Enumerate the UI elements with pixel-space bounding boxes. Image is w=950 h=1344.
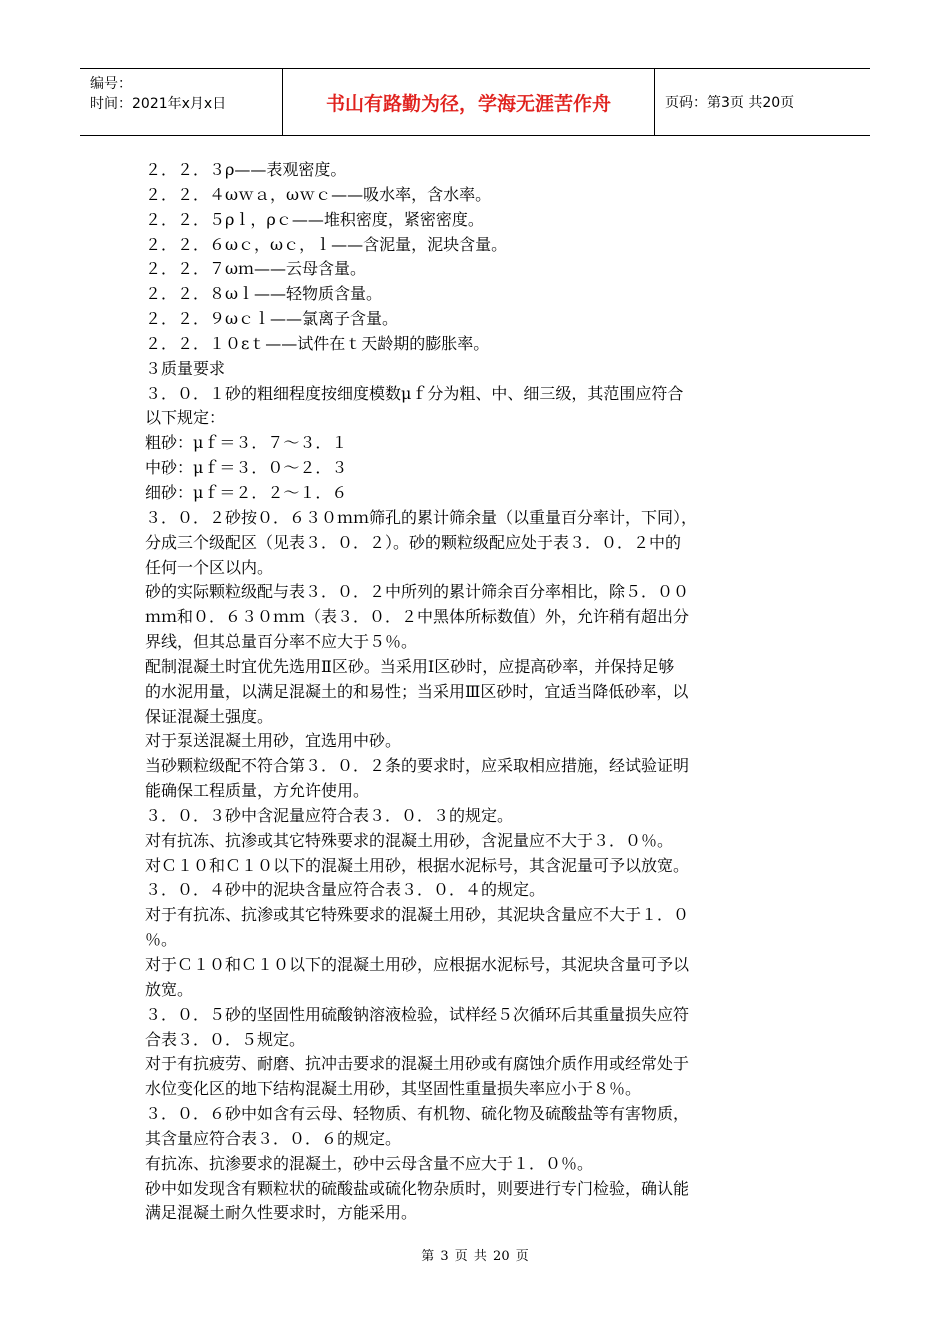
text-line: ２．２．３ρ——表观密度。 <box>145 160 347 179</box>
text-line: 对于有抗疲劳、耐磨、抗冲击要求的混凝土用砂或有腐蚀介质作用或经常处于 <box>145 1054 690 1074</box>
text-line: ３．０．３砂中含泥量应符合表３．０．３的规定。 <box>145 805 514 825</box>
text-line: 细砂：μｆ＝２．２～１．６ <box>145 482 348 502</box>
text-line: ３．０．５砂的坚固性用硫酸钠溶液检验，试样经５次循环后其重量损失应符 <box>145 1004 690 1024</box>
text-line: 对有抗冻、抗渗或其它特殊要求的混凝土用砂，含泥量应不大于３．０％。 <box>145 830 674 850</box>
text-line: ２．２．４ωｗａ，ωｗｃ——吸水率，含水率。 <box>145 184 492 204</box>
page-footer: 第 3 页 共 20 页 <box>421 1249 529 1264</box>
text-line: 粗砂：μｆ＝３．７～３．１ <box>145 433 348 453</box>
text-line: 有抗冻、抗渗要求的混凝土，砂中云母含量不应大于１．０％。 <box>145 1153 594 1173</box>
text-line: 任何一个区以内。 <box>145 557 274 577</box>
serial-label: 编号： <box>90 76 132 92</box>
text-line: 保证混凝土强度。 <box>145 706 274 726</box>
text-line: 满足混凝土耐久性要求时，方能采用。 <box>145 1203 418 1223</box>
text-line: 水位变化区的地下结构混凝土用砂，其坚固性重量损失率应小于８％。 <box>145 1079 642 1099</box>
text-line: 其含量应符合表３．０．６的规定。 <box>145 1128 402 1148</box>
text-line: 的水泥用量，以满足混凝土的和易性；当采用Ⅲ区砂时，宜适当降低砂率，以 <box>145 681 689 701</box>
text-line: ２．２．７ωｍ——云母含量。 <box>145 259 367 279</box>
header-motto: 书山有路勤为径，学海无涯苦作舟 <box>283 69 655 135</box>
text-line: 对于Ｃ１０和Ｃ１０以下的混凝土用砂，应根据水泥标号，其泥块含量可予以 <box>145 955 690 974</box>
text-line: 对于有抗冻、抗渗或其它特殊要求的混凝土用砂，其泥块含量应不大于１．０ <box>145 905 690 925</box>
text-line: 配制混凝土时宜优先选用Ⅱ区砂。当采用Ⅰ区砂时，应提高砂率，并保持足够 <box>145 656 675 676</box>
date-line: 时间：2021年x月x日 <box>90 96 227 112</box>
text-line: 分成三个级配区（见表３．０．２）。砂的颗粒级配应处于表３．０．２中的 <box>145 532 682 552</box>
text-line: 以下规定： <box>145 408 226 428</box>
section-heading: ３质量要求 <box>145 358 226 378</box>
text-line: ３．０．４砂中的泥块含量应符合表３．０．４的规定。 <box>145 880 546 900</box>
document-body <box>145 158 810 1226</box>
text-line: 对于泵送混凝土用砂，宜选用中砂。 <box>145 731 402 751</box>
text-line: ２．２．６ωｃ，ωｃ，ｌ——含泥量，泥块含量。 <box>145 234 508 254</box>
text-line: ２．２．１０εｔ——试件在ｔ天龄期的膨胀率。 <box>145 333 490 353</box>
text-line: 中砂：μｆ＝３．０～２．３ <box>145 458 348 478</box>
text-line: ３．０．６砂中如含有云母、轻物质、有机物、硫化物及硫酸盐等有害物质， <box>145 1104 690 1124</box>
text-line: 对Ｃ１０和Ｃ１０以下的混凝土用砂，根据水泥标号，其含泥量可予以放宽。 <box>145 855 690 875</box>
text-line: ３．０．１砂的粗细程度按细度模数μｆ分为粗、中、细三级，其范围应符合 <box>145 383 684 403</box>
text-line: 界线，但其总量百分率不应大于５％。 <box>145 632 418 652</box>
text-line: ｍｍ和０．６３０ｍｍ（表３．０．２中黑体所标数值）外，允许稍有超出分 <box>145 607 690 627</box>
header-meta <box>80 69 283 135</box>
page-header <box>80 68 870 136</box>
text-line: 当砂颗粒级配不符合第３．０．２条的要求时，应采取相应措施，经试验证明 <box>145 756 690 776</box>
text-line: ２．２．９ωｃｌ——氯离子含量。 <box>145 309 399 329</box>
text-line: 放宽。 <box>145 979 194 999</box>
text-line: 砂的实际颗粒级配与表３．０．２中所列的累计筛余百分率相比，除５．００ <box>145 582 690 602</box>
text-line: 砂中如发现含有颗粒状的硫酸盐或硫化物杂质时，则要进行专门检验，确认能 <box>145 1178 690 1198</box>
header-page-info: 页码：第3页 共20页 <box>665 95 795 111</box>
text-line: ３．０．２砂按０．６３０ｍｍ筛孔的累计筛余量（以重量百分率计，下同）， <box>145 507 698 527</box>
text-line: ％。 <box>145 930 178 950</box>
text-line: 能确保工程质量，方允许使用。 <box>145 781 370 801</box>
text-line: ２．２．５ρｌ，ρｃ——堆积密度，紧密密度。 <box>145 209 484 229</box>
text-line: ２．２．８ωｌ——轻物质含量。 <box>145 284 383 304</box>
text-line: 合表３．０．５规定。 <box>145 1029 306 1049</box>
